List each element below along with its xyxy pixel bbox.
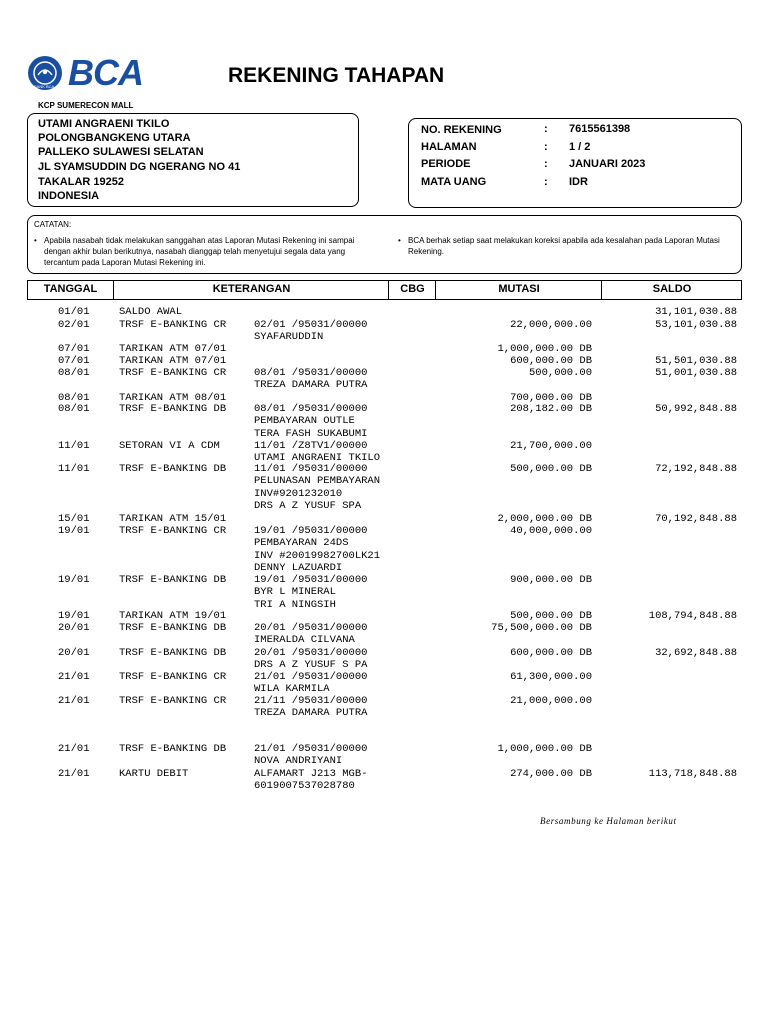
row-type: TARIKAN ATM 19/01 [119,610,227,622]
customer-address-box [27,113,359,207]
row-type: TRSF E-BANKING CR [119,525,227,537]
row-balance: 70,192,848.88 [655,513,737,525]
row-date: 21/01 [58,671,90,683]
row-type: TRSF E-BANKING DB [119,403,227,415]
logo-caption: BANK BCA [34,84,55,89]
row-type: TARIKAN ATM 15/01 [119,513,227,525]
bullet-icon: • [398,236,401,245]
page-value: 1 / 2 [569,141,591,153]
row-balance: 51,001,030.88 [655,367,737,379]
branch-name: KCP SUMERECON MALL [38,101,134,110]
row-date: 02/01 [58,319,90,331]
row-mutation: 500,000.00 DB [510,463,592,475]
row-type: SETORAN VI A CDM [119,440,220,452]
row-mutation: 900,000.00 DB [510,574,592,586]
row-type: KARTU DEBIT [119,768,189,780]
note-right-text: BCA berhak setiap saat melakukan koreksi apabila ada kesalahan pada Laporan Mutasi Rekening. [408,236,720,256]
row-mutation: 61,300,000.00 [510,671,592,683]
row-mutation: 75,500,000.00 DB [491,622,592,634]
bullet-icon: • [34,236,37,245]
row-description: 21/11 /95031/00000 TREZA DAMARA PUTRA [254,695,368,720]
row-description: 08/01 /95031/00000 PEMBAYARAN OUTLE TERA FASH SUKABUMI [254,403,368,440]
row-date: 21/01 [58,695,90,707]
row-description: 20/01 /95031/00000 DRS A Z YUSUF S PA [254,647,368,672]
row-mutation: 1,000,000.00 DB [497,743,592,755]
bca-logo-text: BCA [68,52,143,93]
row-date: 08/01 [58,367,90,379]
row-type: TARIKAN ATM 07/01 [119,343,227,355]
row-balance: 31,101,030.88 [655,306,737,318]
row-description: ALFAMART J213 MGB- 6019007537028780 [254,768,368,793]
address-line: UTAMI ANGRAENI TKILO [38,118,170,130]
row-date: 21/01 [58,743,90,755]
row-type: TRSF E-BANKING CR [119,695,227,707]
row-mutation: 21,700,000.00 [510,440,592,452]
col-header-mutation: MUTASI [435,281,602,299]
row-mutation: 600,000.00 DB [510,647,592,659]
address-line: INDONESIA [38,190,100,202]
row-type: TRSF E-BANKING DB [119,647,227,659]
row-balance: 51,501,030.88 [655,355,737,367]
row-description: 11/01 /95031/00000 PELUNASAN PEMBAYARAN INV#9201232010 DRS A Z YUSUF SPA [254,463,381,512]
separator: : [544,158,548,170]
address-line: PALLEKO SULAWESI SELATAN [38,146,204,158]
row-mutation: 208,182.00 DB [510,403,592,415]
row-date: 01/01 [58,306,90,318]
row-mutation: 2,000,000.00 DB [497,513,592,525]
statement-title: REKENING TAHAPAN [228,64,445,87]
row-description: 21/01 /95031/00000 NOVA ANDRIYANI [254,743,368,768]
row-description: 19/01 /95031/00000 PEMBAYARAN 24DS INV #20019982700LK21 DENNY LAZUARDI [254,525,381,574]
row-description: 20/01 /95031/00000 IMERALDA CILVANA [254,622,368,647]
row-type: TARIKAN ATM 08/01 [119,392,227,404]
address-line: POLONGBANGKENG UTARA [38,132,191,144]
row-description: 08/01 /95031/00000 TREZA DAMARA PUTRA [254,367,368,392]
account-number-value: 7615561398 [569,123,631,135]
row-date: 20/01 [58,622,90,634]
row-type: TARIKAN ATM 07/01 [119,355,227,367]
row-date: 15/01 [58,513,90,525]
row-type: TRSF E-BANKING CR [119,367,227,379]
row-mutation: 22,000,000.00 [510,319,592,331]
row-mutation: 600,000.00 DB [510,355,592,367]
notes-box [27,215,742,274]
row-date: 07/01 [58,355,90,367]
row-mutation: 1,000,000.00 DB [497,343,592,355]
table-header [27,280,742,300]
row-balance: 53,101,030.88 [655,319,737,331]
row-date: 21/01 [58,768,90,780]
row-balance: 108,794,848.88 [648,610,737,622]
row-type: TRSF E-BANKING DB [119,622,227,634]
bca-emblem-icon [32,60,58,86]
page-label: HALAMAN [421,141,477,153]
notes-title: CATATAN: [34,220,72,229]
row-date: 11/01 [58,463,90,475]
row-balance: 113,718,848.88 [648,768,737,780]
note-left [34,235,379,268]
row-type: TRSF E-BANKING DB [119,574,227,586]
continued-note: Bersambung ke Halaman berikut [540,816,677,826]
row-mutation: 500,000.00 [528,367,592,379]
row-type: TRSF E-BANKING DB [119,463,227,475]
address-line: TAKALAR 19252 [38,176,124,188]
currency-value: IDR [569,176,588,188]
row-date: 07/01 [58,343,90,355]
row-type: TRSF E-BANKING CR [119,671,227,683]
row-date: 19/01 [58,574,90,586]
account-info-box [408,118,742,208]
row-mutation: 274,000.00 DB [510,768,592,780]
col-header-date: TANGGAL [43,283,98,295]
row-date: 19/01 [58,525,90,537]
row-balance: 32,692,848.88 [655,647,737,659]
row-type: TRSF E-BANKING CR [119,319,227,331]
row-mutation: 700,000.00 DB [510,392,592,404]
row-mutation: 500,000.00 DB [510,610,592,622]
note-left-text: Apabila nasabah tidak melakukan sanggahan atas Laporan Mutasi Rekening ini sampai dengan akhir bulan berikutnya, nasabah dianggap telah menyetujui segala data yang tercantum pada Laporan Mutasi Rekening ini. [44,236,355,267]
row-description: 02/01 /95031/00000 SYAFARUDDIN [254,319,368,344]
row-date: 20/01 [58,647,90,659]
separator: : [544,176,548,188]
period-label: PERIODE [421,158,471,170]
row-date: 08/01 [58,392,90,404]
row-balance: 50,992,848.88 [655,403,737,415]
col-header-balance: SALDO [601,281,742,299]
row-mutation: 40,000,000.00 [510,525,592,537]
row-description: 19/01 /95031/00000 BYR L MINERAL TRI A NINGSIH [254,574,368,611]
separator: : [544,123,548,135]
row-date: 11/01 [58,440,90,452]
row-description: 11/01 /Z8TV1/00000 UTAMI ANGRAENI TKILO [254,440,381,465]
row-type: SALDO AWAL [119,306,183,318]
account-number-label: NO. REKENING [421,124,502,136]
col-header-branch: CBG [388,281,436,299]
row-date: 19/01 [58,610,90,622]
row-date: 08/01 [58,403,90,415]
currency-label: MATA UANG [421,176,487,188]
row-mutation: 21,000,000.00 [510,695,592,707]
row-balance: 72,192,848.88 [655,463,737,475]
row-type: TRSF E-BANKING DB [119,743,227,755]
note-right [398,235,736,257]
separator: : [544,141,548,153]
period-value: JANUARI 2023 [569,158,646,170]
row-description: 21/01 /95031/00000 WILA KARMILA [254,671,368,696]
col-header-description: KETERANGAN [113,281,389,299]
address-line: JL SYAMSUDDIN DG NGERANG NO 41 [38,161,241,173]
